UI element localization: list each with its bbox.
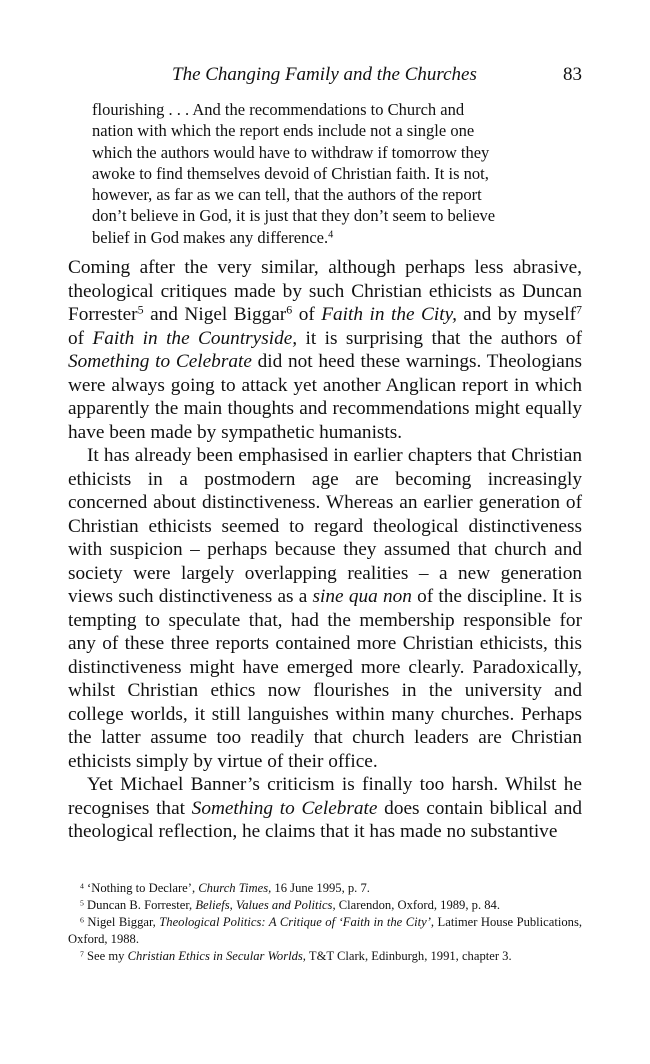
quote-line: which the authors would have to withdraw if tomorrow they [92,142,490,162]
quote-line-last [92,227,558,248]
book-title: Something to Celebrate [68,351,252,372]
footnote-ref-7: 7 [576,302,582,317]
text-run: See my [83,948,128,963]
footnote-ref-6: 6 [286,302,293,317]
footnote-5 [68,897,582,914]
text-run: Coming after the very similar, although perhaps less abrasive, theological critiques made by such Christian ethicists as Duncan Forrester [68,257,582,325]
body-text [68,256,582,844]
text-run: did not heed these warnings. Theologians were always going to attack yet another Anglican report in which apparently the main thoughts and recommendations might equally have been made by sympathetic humanists. [68,351,583,443]
quote-line: awoke to find themselves devoid of Christian faith. It is not, [92,163,489,183]
text-run: ‘Nothing to Declare’, [83,881,199,895]
text-run: and by myself [456,304,577,325]
footnote-4 [68,880,582,897]
page-number: 83 [563,64,582,85]
text-run: Clarendon, Oxford, 1989, p. 84. [335,897,500,912]
paragraph-3 [68,773,582,844]
book-title: Something to Celebrate [191,797,378,819]
citation-title: Church Times, [198,881,272,895]
quote-text: belief in God makes any difference. [92,227,329,247]
text-run: of the discipline. It is tempting to speculate that, had the membership responsible for any of these three reports contained more Christian ethicists, this distinctiveness might have emerged more clearly. Paradoxically, whilst Christian ethics now flourishes in the university and college worlds, it still languishes within many churches. Perhaps the latter assume too readily that church leaders are Christian ethicists simply by virtue of their office. [68,586,582,772]
footnote-number: 7 [80,949,84,959]
paragraph-2 [68,444,582,773]
text-run: Latimer House Publications, Oxford, 1988. [68,914,582,946]
text-run: of [292,304,322,325]
citation-title: Theological Politics: A Critique of ‘Faith in the City’, [159,914,435,929]
text-run: it is surprising that the authors of [297,327,582,349]
book-title: Faith in the City, [321,304,457,325]
citation-title: Beliefs, Values and Politics, [195,897,336,912]
text-run: Yet Michael Banner’s criticism is finally too harsh. Whilst he recognises that [68,774,582,819]
quote-line: however, as far as we can tell, that the authors of the report [92,185,482,205]
footnote-7 [68,948,582,965]
text-run: It has already been emphasised in earlier chapters that Christian ethicists in a postmodern age are becoming increasingly concerned about distinctiveness. Whereas an earlier generation of Christian ethicists seemed to regard theological distinctiveness with suspicion – perhaps because they assumed that church and society were largely overlapping realities – a new generation views such distinctiveness as a [68,445,582,607]
footnotes [68,880,582,965]
text-run: Nigel Biggar, [83,914,160,929]
citation-title: Christian Ethics in Secular Worlds, [127,948,306,963]
text-run: of [68,327,93,349]
footnote-number: 5 [80,898,84,908]
text-run: and Nigel Biggar [143,304,287,325]
book-title: Faith in the Countryside, [92,327,298,349]
text-run: T&T Clark, Edinburgh, 1991, chapter 3. [305,948,512,963]
block-quote [92,99,558,248]
footnote-ref-4: 4 [328,229,334,241]
quote-line: nation with which the report ends include not a single one [92,121,475,141]
quote-line: flourishing . . . And the recommendations to Church and [92,100,465,119]
quote-line: don’t believe in God, it is just that they don’t seem to believe [92,206,496,226]
running-head: The Changing Family and the Churches [172,64,477,85]
latin-phrase: sine qua non [312,586,412,607]
page-header [68,64,582,90]
footnote-number: 6 [80,915,84,925]
footnote-6 [68,914,582,948]
text-run: Duncan B. Forrester, [83,897,196,912]
text-run: does contain biblical and theological reflection, he claims that it has made no substantive [68,797,582,842]
footnote-ref-5: 5 [137,302,144,317]
footnote-number: 4 [80,881,84,891]
text-run: 16 June 1995, p. 7. [271,881,370,895]
paragraph-1 [68,256,582,444]
